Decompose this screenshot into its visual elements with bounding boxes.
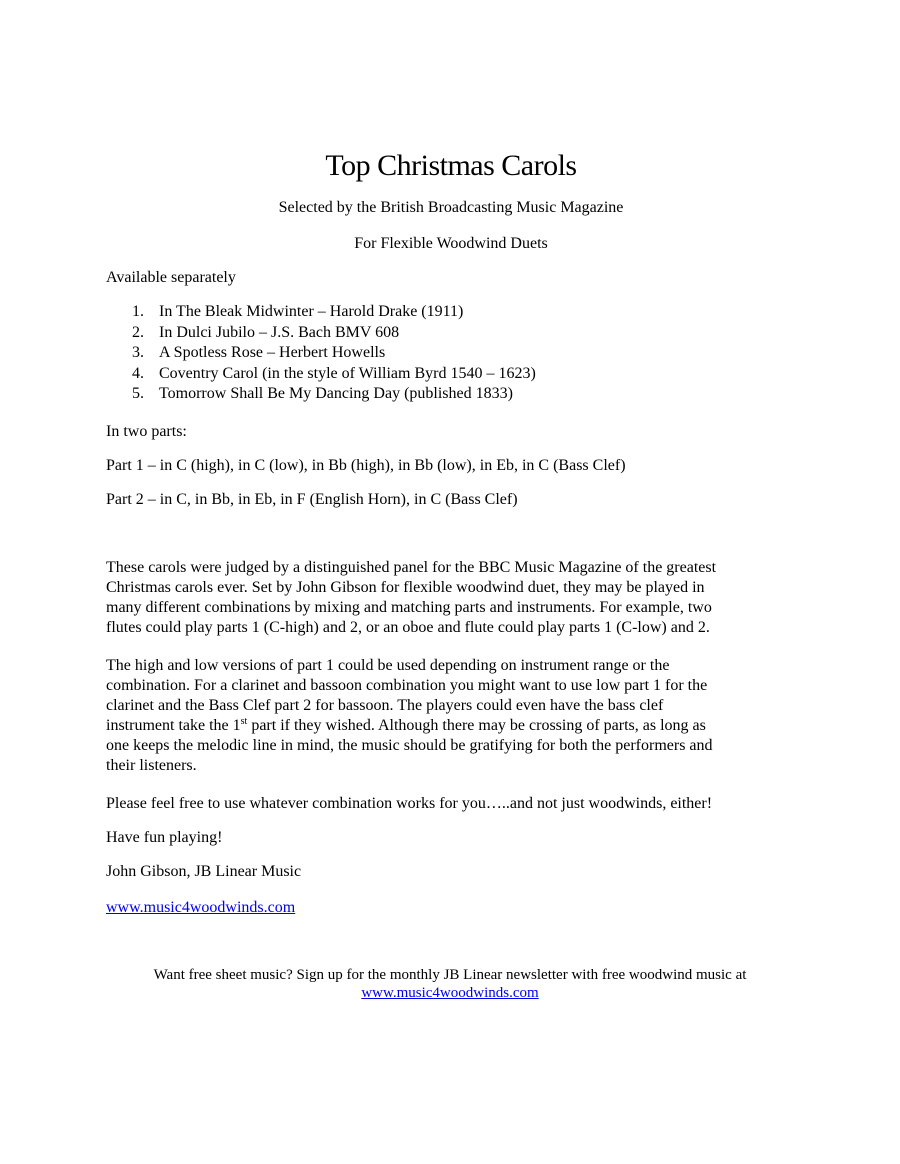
paragraph-line: many different combinations by mixing and matching parts and instruments. For example, two — [106, 599, 712, 616]
paragraph-line: These carols were judged by a distinguished panel for the BBC Music Magazine of the greatest — [106, 559, 717, 576]
subtitle-duets: For Flexible Woodwind Duets — [354, 235, 548, 252]
line-text: part if they wished. Although there may be crossing of parts, as long as — [247, 717, 706, 734]
newsletter-link-line — [0, 984, 900, 1002]
paragraph-line — [106, 716, 796, 736]
available-separately-label: Available separately — [106, 269, 236, 286]
carol-number: 3. — [132, 344, 144, 361]
carol-number: 5. — [132, 385, 144, 402]
website-link[interactable]: www.music4woodwinds.com — [106, 899, 296, 916]
superscript-ordinal: st — [240, 716, 248, 727]
carol-item — [106, 364, 536, 385]
carol-item — [106, 302, 536, 323]
paragraph-line: The high and low versions of part 1 could be used depending on instrument range or the — [106, 657, 670, 674]
paragraph-line: their listeners. — [106, 757, 197, 774]
paragraph-line: combination. For a clarinet and bassoon combination you might want to use low part 1 for the — [106, 677, 708, 694]
carol-title: Coventry Carol (in the style of William Byrd 1540 – 1623) — [159, 364, 536, 382]
line-text: instrument take the 1 — [106, 717, 241, 734]
carol-title: In Dulci Jubilo – J.S. Bach BMV 608 — [159, 323, 400, 341]
versions-paragraph — [106, 656, 796, 776]
newsletter-link[interactable]: www.music4woodwinds.com — [361, 985, 539, 1001]
carol-title: A Spotless Rose – Herbert Howells — [159, 344, 386, 361]
carol-list — [106, 302, 536, 405]
have-fun-note: Have fun playing! — [106, 829, 223, 846]
subtitle-magazine: Selected by the British Broadcasting Music Magazine — [278, 199, 624, 216]
carol-title: In The Bleak Midwinter – Harold Drake (1911) — [159, 303, 464, 320]
carol-number: 1. — [132, 303, 144, 320]
carol-number: 4. — [132, 364, 144, 382]
carol-number: 2. — [132, 323, 144, 341]
newsletter-footer — [0, 966, 900, 1002]
carol-item — [106, 323, 536, 344]
description-paragraph — [106, 558, 796, 638]
paragraph-line: flutes could play parts 1 (C-high) and 2, or an oboe and flute could play parts 1 (C-low) and 2. — [106, 619, 710, 636]
carol-item — [106, 384, 536, 405]
document-page — [106, 0, 796, 1164]
paragraph-line: Christmas carols ever. Set by John Gibson for flexible woodwind duet, they may be played in — [106, 579, 705, 596]
two-parts-label: In two parts: — [106, 423, 187, 440]
paragraph-line: clarinet and the Bass Clef part 2 for bassoon. The players could even have the bass clef — [106, 697, 664, 714]
page-title: Top Christmas Carols — [325, 149, 577, 182]
website-line — [106, 898, 796, 918]
part-2-keys: Part 2 – in C, in Bb, in Eb, in F (English Horn), in C (Bass Clef) — [106, 491, 518, 508]
paragraph-line: one keeps the melodic line in mind, the music should be gratifying for both the performers and — [106, 737, 713, 754]
author-signature: John Gibson, JB Linear Music — [106, 863, 302, 880]
newsletter-text: Want free sheet music? Sign up for the monthly JB Linear newsletter with free woodwind music at — [153, 967, 747, 983]
part-1-keys: Part 1 – in C (high), in C (low), in Bb (high), in Bb (low), in Eb, in C (Bass Clef) — [106, 457, 626, 474]
carol-item — [106, 343, 536, 364]
carol-title: Tomorrow Shall Be My Dancing Day (published 1833) — [159, 385, 513, 402]
free-use-note: Please feel free to use whatever combination works for you…..and not just woodwinds, either! — [106, 795, 713, 812]
